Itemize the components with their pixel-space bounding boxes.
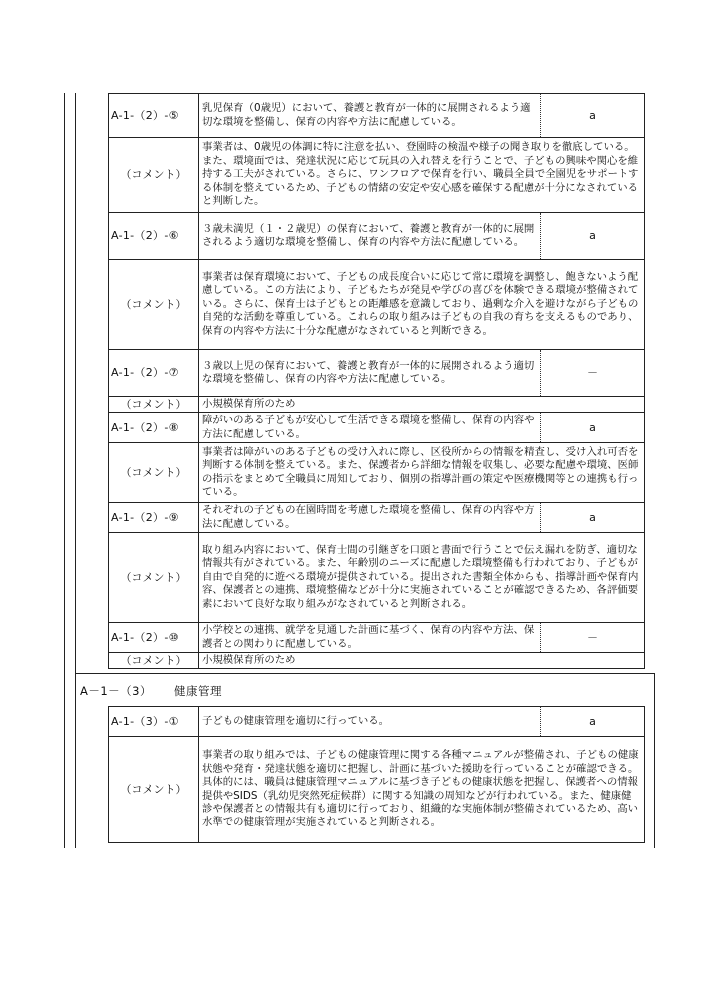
comment-text: 小規模保育所のため [199,653,645,669]
item-grade: a [541,503,645,533]
item-grade: a [541,413,645,443]
item-description: 乳児保育（0歳児）において、養護と教育が一体的に展開されるよう適切な環境を整備し、保育の内容や方法に配慮している。 [199,94,541,138]
outer-right-border [654,673,655,848]
comment-text: 取り組み内容において、保育士間の引継ぎを口頭と書面で行うことで伝え漏れを防ぎ、適切な情報共有がされている。また、年齢別のニーズに配慮した環境整備も行われており、子どもが自由で自発的に遊べる環境が提供されている。提出された書類全体からも、指導計画や保育内容、保護者との連携、環境整備などが十分に実施されていることが確認できるため、各評価要素において良好な取り組みがなされていると判断される。 [199,533,645,623]
table-row [109,260,645,350]
comment-text: 事業者は保育環境において、子どもの成長度合いに応じて常に環境を調整し、飽きないよう配慮している。この方法により、子どもたちが発見や学びの喜びを体験できる環境が整備されている。さらに、保育士は子どもとの距離感を意識しており、過剰な介入を避けながら子どもの自発的な活動を尊重している。これらの取り組みは子どもの自我の育ちを支えるものであり、保育の内容や方法に十分な配慮がなされていると判断できる。 [199,260,645,350]
item-description: 子どもの健康管理を適切に行っている。 [199,707,541,737]
section-code: A－1－（3） [80,684,152,698]
comment-label: （コメント） [109,533,199,623]
section-title: 健康管理 [174,684,222,698]
item-grade: － [541,623,645,653]
comment-label: （コメント） [109,397,199,413]
comment-label: （コメント） [109,260,199,350]
item-code: A-1-（2）-⑧ [109,413,199,443]
table-row [109,350,645,397]
table-row [109,213,645,260]
evaluation-table-3 [108,706,645,843]
item-description: ３歳未満児（１・２歳児）の保育において、養護と教育が一体的に展開されるよう適切な環境を整備し、保育の内容や方法に配慮している。 [199,213,541,260]
item-code: A-1-（2）-⑤ [109,94,199,138]
table-row [109,443,645,503]
evaluation-table-2 [108,93,645,669]
item-description: それぞれの子どもの在園時間を考慮した環境を整備し、保育の内容や方法に配慮している。 [199,503,541,533]
table-row [109,623,645,653]
table-row [109,397,645,413]
item-code: A-1-（2）-⑦ [109,350,199,397]
item-code: A-1-（2）-⑨ [109,503,199,533]
item-code: A-1-（3）-① [109,707,199,737]
table-row [109,138,645,213]
comment-label: （コメント） [109,443,199,503]
table-row [109,533,645,623]
comment-label: （コメント） [109,653,199,669]
item-grade: a [541,707,645,737]
table-row [109,707,645,737]
item-description: 小学校との連携、就学を見通した計画に基づく、保育の内容や方法、保護者との関わりに配慮している。 [199,623,541,653]
table-row [109,737,645,843]
outer-left-border [64,93,65,848]
comment-label: （コメント） [109,737,199,843]
comment-text: 事業者は障がいのある子どもの受け入れに際し、区役所からの情報を精査し、受け入れ可否を判断する体制を整えている。また、保護者から詳細な情報を収集し、必要な配慮や環境、医師の指示をまとめて全職員に周知しており、個別の指導計画の策定や医療機関等との連携も行っている。 [199,443,645,503]
item-grade: － [541,350,645,397]
comment-label: （コメント） [109,138,199,213]
outer-left-border-inner [75,93,76,848]
comment-text: 事業者は、0歳児の体調に特に注意を払い、登園時の検温や様子の聞き取りを徹底している。また、環境面では、発達状況に応じて玩具の入れ替えを行うことで、子どもの興味や関心を維持する工夫がされている。さらに、ワンフロアで保育を行い、職員全員で全園児をサポートする体制を整えているため、子どもの情緒の安定や安心感を確保する配慮が十分になされていると判断した。 [199,138,645,213]
comment-text: 小規模保育所のため [199,397,645,413]
section-heading [80,683,222,699]
item-code: A-1-（2）-⑩ [109,623,199,653]
table-row [109,94,645,138]
comment-text: 事業者の取り組みでは、子どもの健康管理に関する各種マニュアルが整備され、子どもの健康状態や発育・発達状態を適切に把握し、計画に基づいた援助を行っていることが確認できる。具体的には、職員は健康管理マニュアルに基づき子どもの健康状態を把握し、保護者への情報提供やSIDS（乳幼児突然死症候群）に関する知識の周知などが行われている。また、健康健診や保護者との情報共有も適切に行っており、組織的な実施体制が整備されているため、高い水準での健康管理が実施されていると判断される。 [199,737,645,843]
table-row [109,653,645,669]
section-divider-line [75,673,655,674]
item-description: ３歳以上児の保育において、養護と教育が一体的に展開されるよう適切な環境を整備し、保育の内容や方法に配慮している。 [199,350,541,397]
item-grade: a [541,213,645,260]
table-row [109,413,645,443]
item-grade: a [541,94,645,138]
item-code: A-1-（2）-⑥ [109,213,199,260]
item-description: 障がいのある子どもが安心して生活できる環境を整備し、保育の内容や方法に配慮している。 [199,413,541,443]
table-row [109,503,645,533]
